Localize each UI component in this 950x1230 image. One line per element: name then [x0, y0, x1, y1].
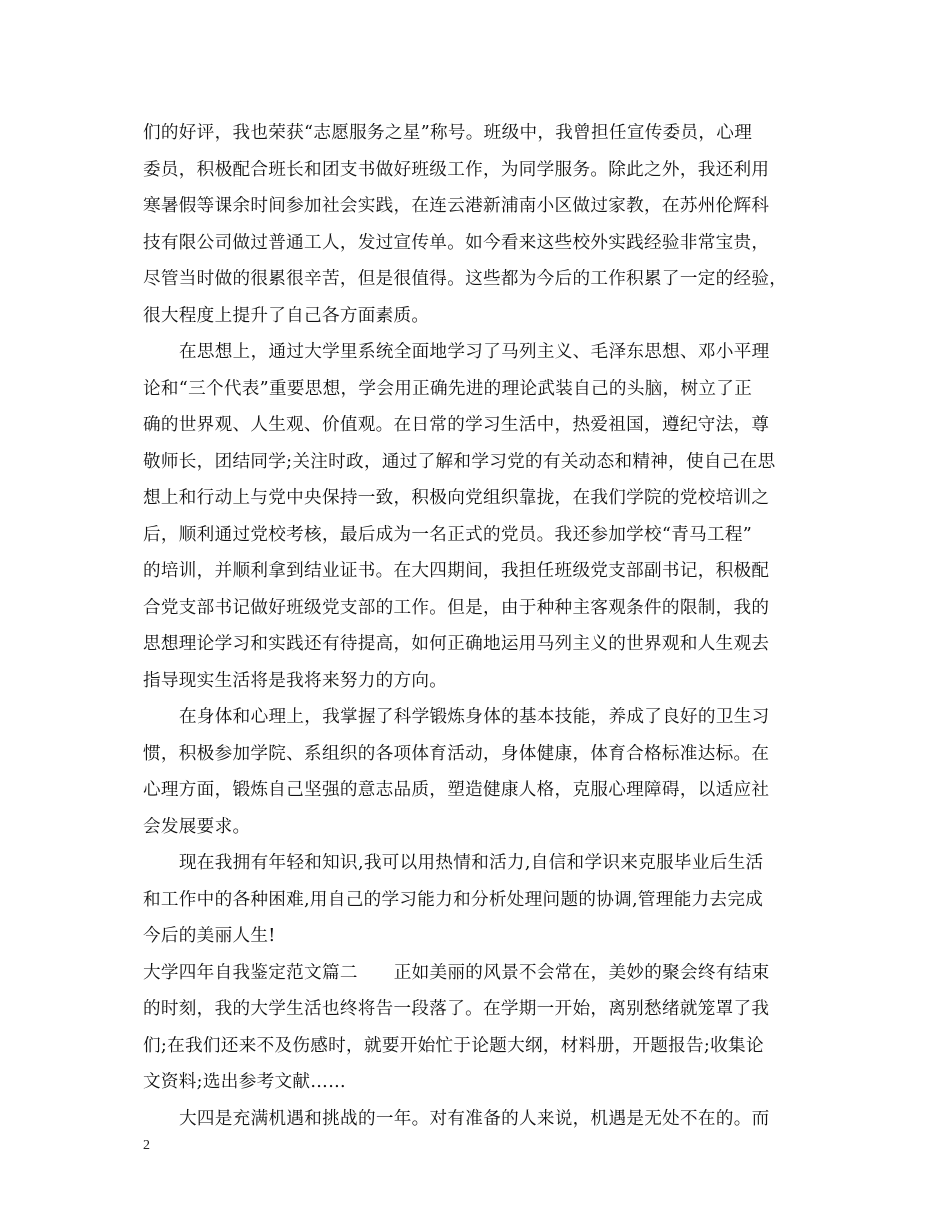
section-first-line-text: 正如美丽的风景不会常在，美妙的聚会终有结束	[393, 962, 770, 983]
text-line: 今后的美丽人生!	[143, 926, 276, 946]
text-line: 指导现实生活将是我将来努力的方向。	[143, 670, 448, 691]
text-line: 现在我拥有年轻和知识,我可以用热情和活力,自信和学识来克服毕业后生活	[179, 853, 764, 873]
text-line: 在思想上，通过大学里系统全面地学习了马列主义、毛泽东思想、邓小平理	[179, 342, 770, 362]
text-line: 技有限公司做过普通工人，发过宣传单。如今看来这些校外实践经验非常宝贵，	[143, 232, 770, 253]
section-heading-line	[143, 955, 823, 992]
text-line: 论和“三个代表”重要思想，学会用正确先进的理论武装自己的头脑，树立了正	[143, 378, 753, 399]
paragraph-body-mind	[143, 699, 823, 845]
text-line: 和工作中的各种困难,用自己的学习能力和分析处理问题的协调,管理能力去完成	[143, 889, 764, 910]
text-line: 寒暑假等课余时间参加社会实践，在连云港新浦南小区做过家教，在苏州伦辉科	[143, 196, 770, 216]
text-line: 委员，积极配合班长和团支书做好班级工作，为同学服务。除此之外，我还利用	[143, 159, 770, 180]
text-line: 大四是充满机遇和挑战的一年。对有准备的人来说，机遇是无处不在的。而	[179, 1108, 770, 1129]
text-line: 惯，积极参加学院、系组织的各项体育活动，身体健康，体育合格标准达标。在	[143, 743, 770, 764]
paragraph-volunteer-practice	[143, 115, 823, 334]
text-line: 后，顺利通过党校考核，最后成为一名正式的党员。我还参加学校“青马工程”	[143, 524, 753, 545]
text-line: 心理方面，锻炼自己坚强的意志品质，塑造健康人格，克服心理障碍，以适应社	[143, 780, 770, 800]
section-heading: 大学四年自我鉴定范文篇二	[143, 962, 358, 983]
text-line: 想上和行动上与党中央保持一致，积极向党组织靠拢，在我们学院的党校培训之	[143, 488, 770, 508]
paragraph-senior-year	[143, 1101, 823, 1138]
text-line: 在身体和心理上，我掌握了科学锻炼身体的基本技能，养成了良好的卫生习	[179, 707, 770, 727]
section-two	[143, 955, 823, 1101]
text-line: 的培训，并顺利拿到结业证书。在大四期间，我担任班级党支部副书记，积极配	[143, 561, 770, 581]
text-line: 敬师长，团结同学;关注时政，通过了解和学习党的有关动态和精神，使自己在思	[143, 451, 776, 472]
text-line: 的时刻，我的大学生活也终将告一段落了。在学期一开始，离别愁绪就笼罩了我	[143, 999, 770, 1019]
text-line: 尽管当时做的很累很辛苦，但是很值得。这些都为今后的工作积累了一定的经验，	[143, 269, 788, 289]
paragraph-ideology	[143, 334, 823, 699]
text-line: 们;在我们还来不及伤感时，就要开始忙于论题大纲，材料册，开题报告;收集论	[143, 1035, 764, 1056]
body-text	[143, 115, 823, 1137]
text-line: 们的好评，我也荣获“志愿服务之星”称号。班级中，我曾担任宣传委员，心理	[143, 123, 753, 143]
text-line: 很大程度上提升了自己各方面素质。	[143, 305, 430, 326]
text-line: 文资料;选出参考文献……	[143, 1072, 347, 1092]
text-line: 思想理论学习和实践还有待提高，如何正确地运用马列主义的世界观和人生观去	[143, 634, 770, 654]
text-line: 合党支部书记做好班级党支部的工作。但是，由于种种主客观条件的限制，我的	[143, 597, 770, 618]
page-number: 2	[143, 1138, 150, 1153]
text-line: 确的世界观、人生观、价值观。在日常的学习生活中，热爱祖国，遵纪守法，尊	[143, 415, 770, 435]
text-line: 会发展要求。	[143, 816, 251, 837]
paragraph-future	[143, 845, 823, 955]
